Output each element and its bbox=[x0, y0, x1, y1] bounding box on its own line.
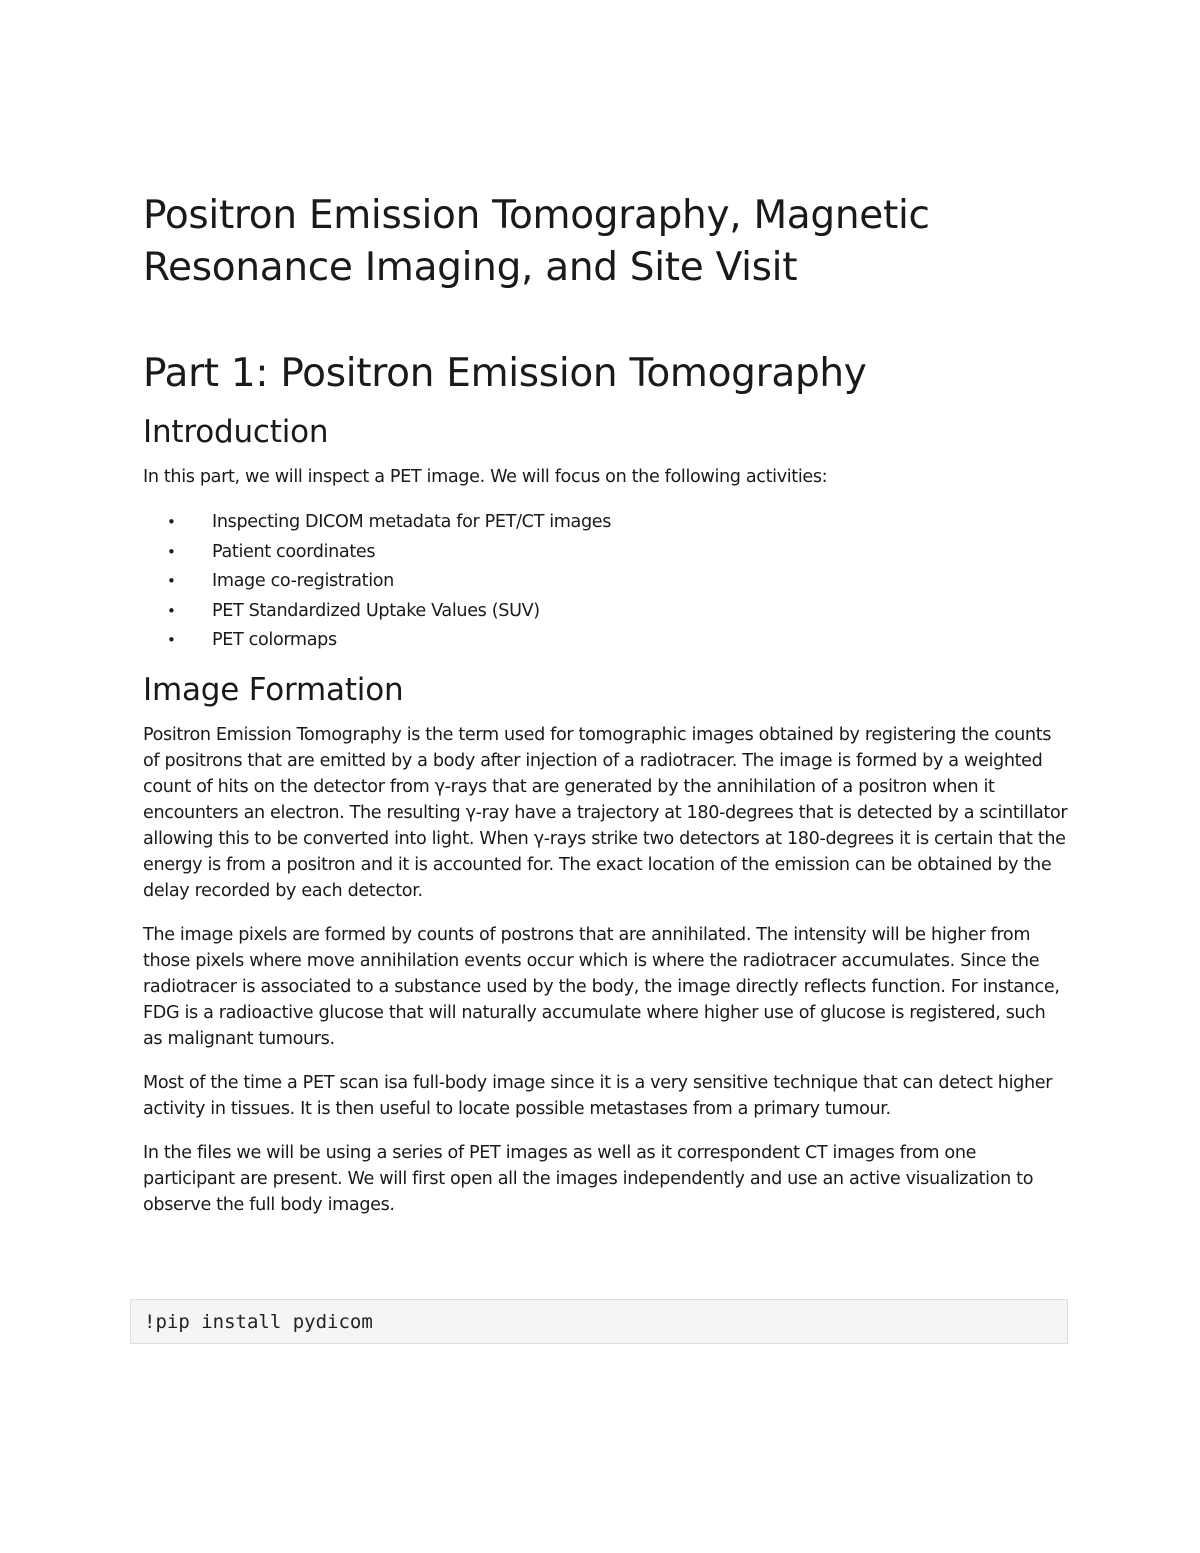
introduction-lead: In this part, we will inspect a PET image. We will focus on the following activities: bbox=[143, 467, 828, 487]
list-item bbox=[143, 538, 1068, 568]
code-cell[interactable] bbox=[130, 1299, 1068, 1344]
list-item bbox=[143, 508, 1068, 538]
document-body bbox=[143, 190, 1068, 1236]
bullet-icon: • bbox=[167, 513, 176, 531]
list-item-text: Patient coordinates bbox=[212, 541, 376, 562]
introduction-heading: Introduction bbox=[143, 414, 329, 450]
bullet-icon: • bbox=[167, 542, 176, 561]
code-cell-source: !pip install pydicom bbox=[144, 1311, 373, 1333]
image-formation-paragraph: The image pixels are formed by counts of postrons that are annihilated. The intensity will be higher from those pixels where move annihilation events occur which is where the radiotracer accumulates. Since the radiotracer is associated to a substance used by the body, the image directly reflects function. For instance, FDG is a radioactive glucose that will naturally accumulate where higher use of glucose is registered, such as malignant tumours. bbox=[143, 924, 1060, 1049]
bullet-icon: • bbox=[167, 572, 176, 590]
image-formation-paragraph: Positron Emission Tomography is the term used for tomographic images obtained by registering the counts of positrons that are emitted by a body after injection of a radiotracer. The image is formed by a weighted count of hits on the detector from γ-rays that are generated by the annihilation of a positron when it encounters an electron. The resulting γ-ray have a trajectory at 180-degrees that is detected by a scintillator allowing this to be converted into light. When γ-rays strike two detectors at 180-degrees it is certain that the energy is from a positron and it is accounted for. The exact location of the emission can be obtained by the delay recorded by each detector. bbox=[143, 724, 1068, 901]
list-item-text: Inspecting DICOM metadata for PET/CT images bbox=[212, 512, 612, 532]
image-formation-paragraph: In the files we will be using a series of PET images as well as it correspondent CT images from one participant are present. We will first open all the images independently and use an active visualization to observe the full body images. bbox=[143, 1142, 1034, 1215]
part-title: Part 1: Positron Emission Tomography bbox=[143, 351, 867, 396]
list-item-text: PET Standardized Uptake Values (SUV) bbox=[212, 600, 540, 621]
bullet-icon: • bbox=[167, 631, 176, 649]
list-item-text: PET colormaps bbox=[212, 630, 337, 650]
list-item bbox=[143, 626, 1068, 656]
image-formation-paragraph: Most of the time a PET scan isa full-body image since it is a very sensitive technique that can detect higher activity in tissues. It is then useful to locate possible metastases from a primary tumour. bbox=[143, 1072, 1053, 1119]
list-item bbox=[143, 597, 1068, 627]
bullet-icon: • bbox=[167, 601, 176, 620]
image-formation-heading: Image Formation bbox=[143, 671, 404, 708]
list-item bbox=[143, 567, 1068, 597]
list-item-text: Image co-registration bbox=[212, 571, 394, 591]
document-title: Positron Emission Tomography, Magnetic Resonance Imaging, and Site Visit bbox=[143, 193, 930, 290]
activities-list bbox=[143, 508, 1068, 656]
